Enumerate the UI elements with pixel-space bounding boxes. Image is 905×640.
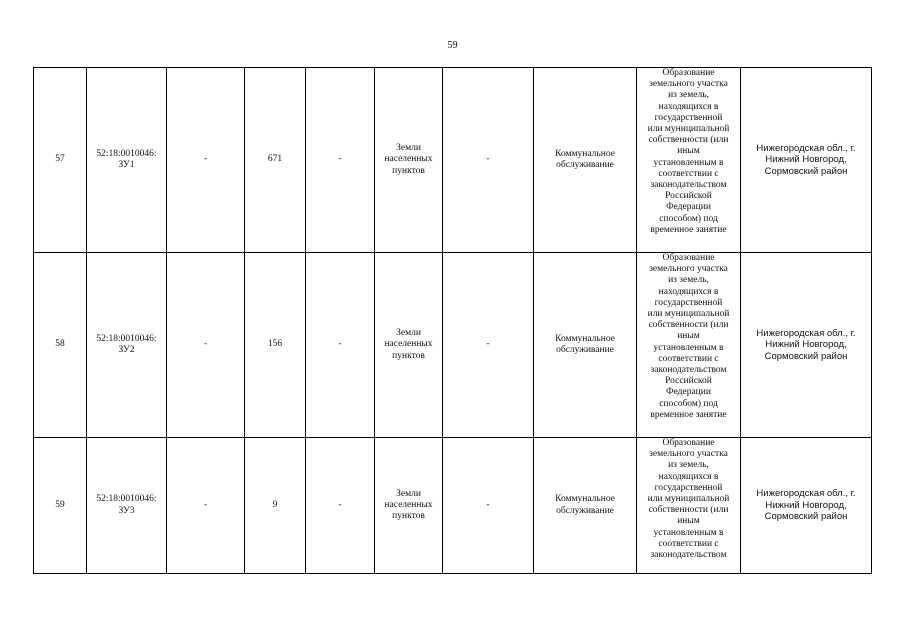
table-row	[34, 253, 872, 438]
empty-value-cell: -	[167, 438, 245, 574]
area-cell: 156	[245, 253, 306, 438]
formation-basis-cell: Образование земельного участка из земель, находящихся в государственной или муниципальной собственности (или иным установленным в соответствии с законодательством Российской Федерации способом) под временное занятие	[637, 253, 741, 438]
cadastral-number-cell: 52:18:0010046: ЗУ2	[87, 253, 167, 438]
land-plot-table	[33, 67, 872, 574]
table-row	[34, 68, 872, 253]
empty-value-cell: -	[443, 438, 534, 574]
land-category-cell: Земли населенных пунктов	[375, 68, 443, 253]
empty-value-cell: -	[306, 253, 375, 438]
empty-value-cell: -	[167, 68, 245, 253]
page-number: 59	[447, 40, 458, 51]
formation-basis-cell: Образование земельного участка из земель, находящихся в государственной или муниципальной собственности (или иным установленным в соответствии с законодательством	[637, 438, 741, 574]
land-category-cell: Земли населенных пунктов	[375, 438, 443, 574]
empty-value-cell: -	[167, 253, 245, 438]
cadastral-number-cell: 52:18:0010046: ЗУ3	[87, 438, 167, 574]
row-number-cell: 57	[34, 68, 87, 253]
cadastral-number-cell: 52:18:0010046: ЗУ1	[87, 68, 167, 253]
permitted-use-cell: Коммунальное обслуживание	[534, 438, 637, 574]
area-cell: 9	[245, 438, 306, 574]
row-number-cell: 58	[34, 253, 87, 438]
formation-basis-cell: Образование земельного участка из земель, находящихся в государственной или муниципальной собственности (или иным установленным в соответствии с законодательством Российской Федерации способом) под временное занятие	[637, 68, 741, 253]
empty-value-cell: -	[443, 68, 534, 253]
address-cell: Нижегородская обл., г. Нижний Новгород, Сормовский район	[741, 438, 872, 574]
empty-value-cell: -	[443, 253, 534, 438]
land-category-cell: Земли населенных пунктов	[375, 253, 443, 438]
table-row	[34, 438, 872, 574]
permitted-use-cell: Коммунальное обслуживание	[534, 253, 637, 438]
empty-value-cell: -	[306, 438, 375, 574]
address-cell: Нижегородская обл., г. Нижний Новгород, Сормовский район	[741, 68, 872, 253]
area-cell: 671	[245, 68, 306, 253]
empty-value-cell: -	[306, 68, 375, 253]
permitted-use-cell: Коммунальное обслуживание	[534, 68, 637, 253]
row-number-cell: 59	[34, 438, 87, 574]
address-cell: Нижегородская обл., г. Нижний Новгород, Сормовский район	[741, 253, 872, 438]
